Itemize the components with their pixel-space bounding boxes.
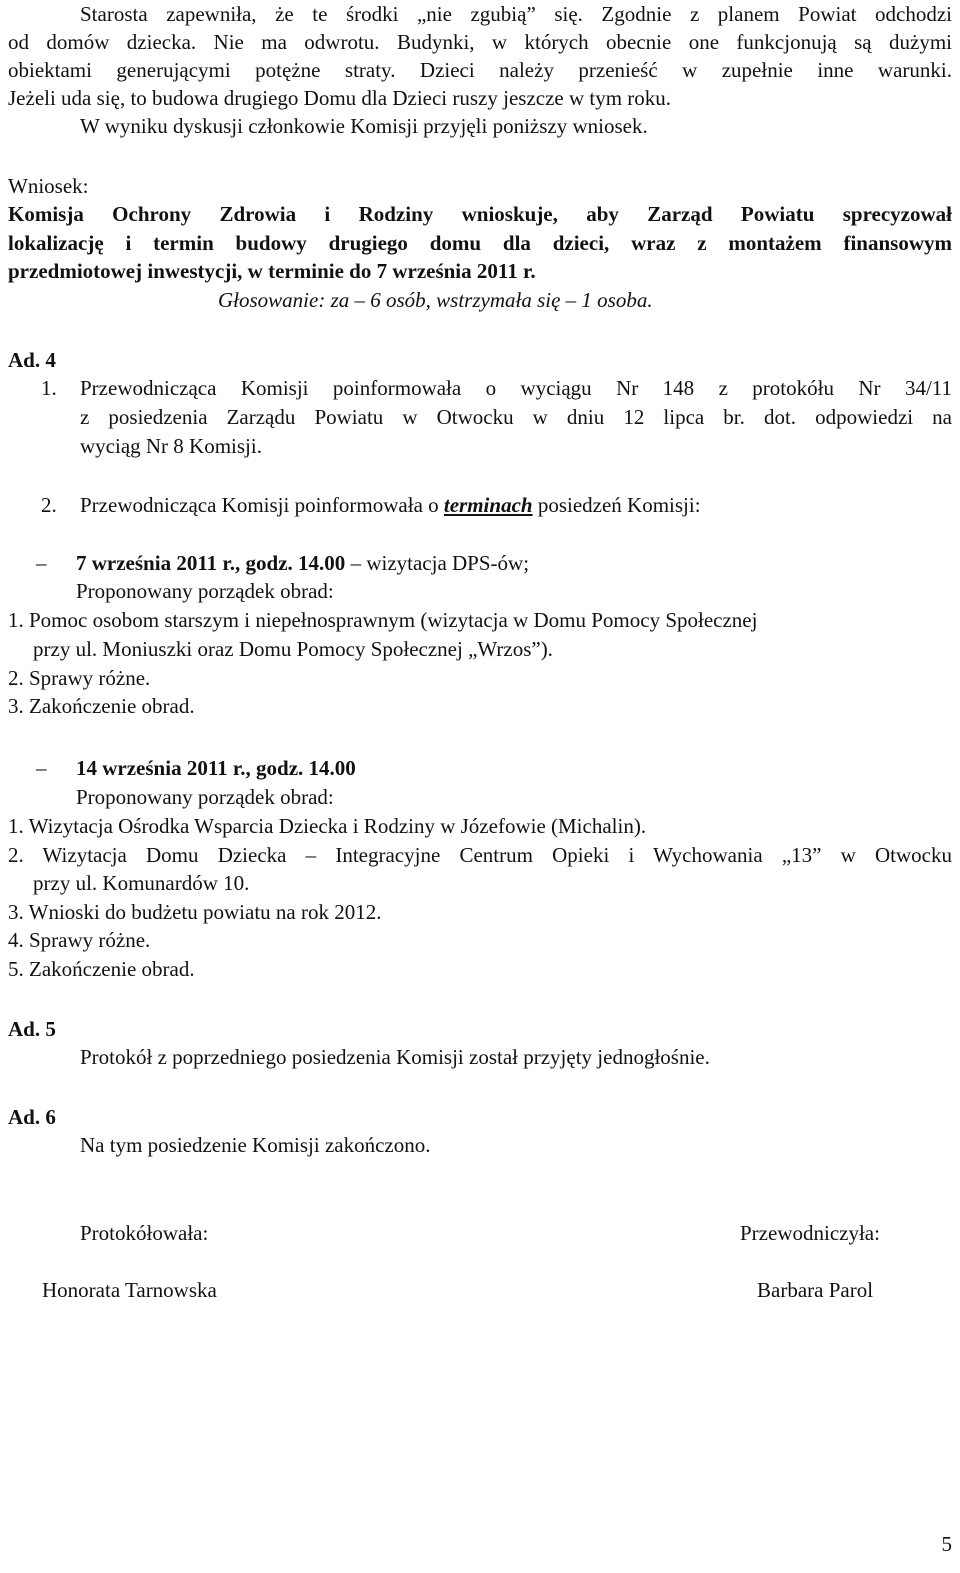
meeting2-item-1: 1. Wizytacja Ośrodka Wsparcia Dziecka i Rodziny w Józefowie (Michalin).	[8, 814, 647, 838]
motion-line-3: przedmiotowej inwestycji, w terminie do 7 września 2011 r.	[8, 259, 536, 283]
intro-line-5: W wyniku dyskusji członkowie Komisji przyjęli poniższy wniosek.	[80, 114, 648, 138]
meeting2-item-2: 2. Wizytacja Domu Dziecka – Integracyjne Centrum Opieki i Wychowania „13” w Otwocku	[8, 843, 952, 867]
meeting2-date: 14 września 2011 r., godz. 14.00	[76, 756, 356, 780]
ad4-item2-post: posiedzeń Komisji:	[532, 493, 701, 517]
ad5-heading: Ad. 5	[8, 1017, 56, 1041]
intro-line-3: obiektami generującymi potężne straty. Dzieci należy przenieść w zupełnie inne warunki.	[8, 58, 952, 82]
meeting1-item-1-cont: przy ul. Moniuszki oraz Domu Pomocy Społecznej „Wrzos”).	[33, 637, 553, 661]
ad4-item1-line-1: Przewodnicząca Komisji poinformowała o wyciągu Nr 148 z protokółu Nr 34/11	[80, 376, 952, 400]
ad4-item2-pre: Przewodnicząca Komisji poinformowała o	[80, 493, 444, 517]
motion-label: Wniosek:	[8, 174, 89, 198]
intro-line-2: od domów dziecka. Nie ma odwrotu. Budynki, w których obecnie one funkcjonują są dużymi	[8, 30, 952, 54]
ad4-item1-line-2: z posiedzenia Zarządu Powiatu w Otwocku w dniu 12 lipca br. dot. odpowiedzi na	[80, 405, 952, 429]
signature-left-role: Protokółowała:	[80, 1221, 209, 1245]
signature-left-name: Honorata Tarnowska	[42, 1278, 217, 1302]
meeting2-item-3: 3. Wnioski do budżetu powiatu na rok 2012.	[8, 900, 382, 924]
meeting1-agenda-label: Proponowany porządek obrad:	[76, 579, 334, 603]
intro-line-4: Jeżeli uda się, to budowa drugiego Domu dla Dzieci ruszy jeszcze w tym roku.	[8, 86, 672, 110]
ad4-item2-emphasis: terminach	[443, 493, 533, 517]
meeting2-item-4: 4. Sprawy różne.	[8, 928, 151, 952]
motion-line-2: lokalizację i termin budowy drugiego domu dla dzieci, wraz z montażem finansowym	[8, 231, 952, 255]
meeting1-desc: – wizytacja DPS-ów;	[345, 551, 530, 575]
meeting1-dash: –	[36, 551, 47, 575]
ad5-text: Protokół z poprzedniego posiedzenia Komisji został przyjęty jednogłośnie.	[80, 1045, 710, 1069]
meeting1-item-2: 2. Sprawy różne.	[8, 666, 151, 690]
meeting2-agenda-label: Proponowany porządek obrad:	[76, 785, 334, 809]
vote-result: Głosowanie: za – 6 osób, wstrzymała się – 1 osoba.	[218, 288, 653, 312]
meeting2-dash: –	[36, 756, 47, 780]
page-number: 5	[941, 1532, 952, 1556]
ad4-item2-num: 2.	[41, 493, 57, 517]
meeting1-header	[36, 549, 529, 578]
meeting1-item-1: 1. Pomoc osobom starszym i niepełnosprawnym (wizytacja w Domu Pomocy Społecznej	[8, 608, 758, 632]
ad6-text: Na tym posiedzenie Komisji zakończono.	[80, 1133, 431, 1157]
ad4-heading: Ad. 4	[8, 348, 56, 372]
signature-right-name: Barbara Parol	[757, 1278, 874, 1302]
ad4-item1-num: 1.	[41, 376, 57, 400]
meeting2-item-5: 5. Zakończenie obrad.	[8, 957, 195, 981]
meeting2-item-2-cont: przy ul. Komunardów 10.	[33, 871, 250, 895]
ad6-heading: Ad. 6	[8, 1105, 56, 1129]
ad4-item2-text	[80, 491, 701, 520]
motion-line-1: Komisja Ochrony Zdrowia i Rodziny wnioskuje, aby Zarząd Powiatu sprecyzował	[8, 202, 952, 226]
meeting1-item-3: 3. Zakończenie obrad.	[8, 694, 195, 718]
meeting1-date: 7 września 2011 r., godz. 14.00	[76, 551, 346, 575]
signature-right-role: Przewodniczyła:	[740, 1221, 880, 1245]
ad4-item1-line-3: wyciąg Nr 8 Komisji.	[80, 434, 262, 458]
intro-line-1: Starosta zapewniła, że te środki „nie zgubią” się. Zgodnie z planem Powiat odchodzi	[80, 2, 952, 26]
meeting2-header	[36, 754, 356, 783]
